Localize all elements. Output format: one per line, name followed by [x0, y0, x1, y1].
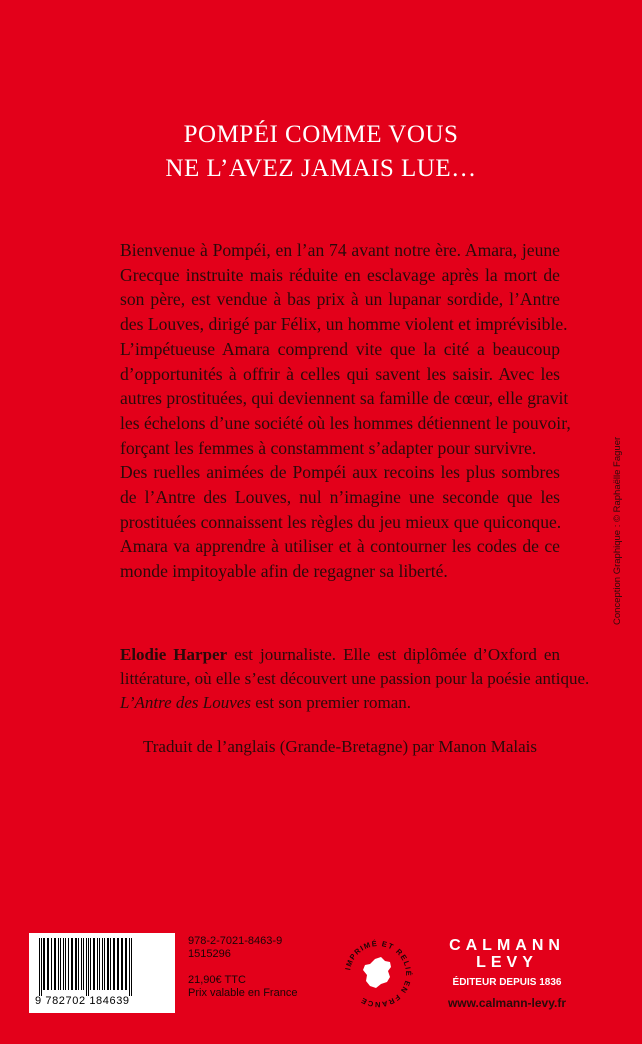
synopsis-line: Bienvenue à Pompéi, en l’an 74 avant notre ère. Amara, jeune [120, 240, 560, 260]
publisher-name-line-2: LEVY [476, 954, 538, 971]
isbn-info [188, 935, 297, 1000]
publisher-name-line-1: CALMANN [449, 937, 565, 954]
bio-line-1 [120, 643, 560, 667]
barcode-bar [71, 938, 73, 990]
barcode-bar [99, 938, 100, 990]
barcode-bar [43, 938, 45, 990]
publisher-url[interactable]: www.calmann-levy.fr [447, 996, 567, 1010]
made-in-france-stamp [341, 937, 415, 1011]
barcode-bar [102, 938, 103, 990]
synopsis-line: Grecque instruite mais réduite en esclavage après la mort de [120, 264, 560, 285]
barcode-bar [125, 938, 127, 990]
barcode-bars [35, 938, 171, 996]
barcode-bar [83, 938, 84, 990]
barcode-bar [51, 938, 52, 990]
bio-text: est journaliste. Elle est diplômée d’Oxford en [227, 645, 560, 664]
book-title: L’Antre des Louves [120, 693, 251, 712]
barcode-bar [88, 938, 89, 996]
bio-line-2: littérature, où elle s’est découvert une passion pour la poésie antique. [120, 669, 590, 688]
barcode-bar [54, 938, 56, 990]
synopsis-line: Amara va apprendre à utiliser et à contourner les codes de ce [120, 536, 560, 557]
author-bio [120, 643, 590, 715]
synopsis-line: autres prostituées, qui deviennent sa famille de cœur, elle gravit [120, 388, 569, 409]
barcode-bar [78, 938, 79, 990]
synopsis-line: de l’Antre des Louves, nul n’imagine une seconde que les [120, 487, 560, 508]
synopsis-line: les échelons d’une société où les hommes détiennent le pouvoir, [120, 412, 571, 433]
barcode-bar [65, 938, 66, 990]
isbn-code: 978-2-7021-8463-9 [188, 935, 283, 947]
barcode-bar [129, 938, 130, 996]
design-credit: Conception Graphique : © Raphaëlle Faguer [612, 436, 623, 625]
back-cover-tagline [0, 118, 642, 186]
barcode-bar [63, 938, 64, 990]
synopsis-line: son père, est vendue à bas prix à un lupanar sordide, l’Antre [120, 289, 560, 310]
synopsis-line: prostituées connaissent les règles du jeu mieux que quiconque. [120, 511, 562, 532]
barcode-bar [81, 938, 82, 990]
barcode-bar [93, 938, 95, 990]
synopsis-line: Des ruelles animées de Pompéi aux recoins les plus sombres [120, 462, 560, 483]
tagline-line-1: POMPÉI COMME VOUS [183, 121, 459, 148]
bio-line-3 [120, 691, 560, 715]
synopsis-line: forçant les femmes à constamment s’adapter pour survivre. [120, 437, 537, 458]
barcode-bar [113, 938, 115, 990]
barcode-number: 9 782702 184639 [35, 995, 130, 1007]
barcode-bar [104, 938, 105, 990]
barcode-bar [41, 938, 42, 996]
synopsis-line: d’opportunités à offrir à celles qui savent les saisir. Avec les [120, 363, 560, 384]
translator-credit: Traduit de l’anglais (Grande-Bretagne) par Manon Malais [142, 737, 538, 756]
barcode-bar [107, 938, 109, 990]
france-map-icon [363, 957, 391, 988]
barcode-bar [97, 938, 98, 990]
barcode-bar [131, 938, 132, 996]
author-name: Elodie Harper [120, 645, 228, 664]
synopsis [120, 238, 571, 584]
tagline-line-2: NE L’AVEZ JAMAIS LUE… [165, 155, 477, 182]
price: 21,90€ TTC [188, 974, 246, 986]
barcode-bar [110, 938, 111, 990]
barcode-bar [58, 938, 59, 990]
bio-text: est son premier roman. [250, 693, 411, 712]
synopsis-line: des Louves, dirigé par Félix, un homme violent et imprévisible. [120, 314, 568, 335]
stamp-text: IMPRIMÉ ET RELIÉ EN FRANCE [343, 938, 414, 1010]
publisher-tagline: ÉDITEUR DEPUIS 1836 [452, 977, 562, 988]
barcode-bar [117, 938, 119, 990]
barcode-bar [60, 938, 61, 990]
barcode-bar [75, 938, 77, 990]
barcode-bar [68, 938, 69, 990]
barcode-bar [47, 938, 49, 990]
price-validity: Prix valable en France [188, 987, 298, 999]
publisher-logo [437, 937, 577, 1010]
synopsis-line: L’impétueuse Amara comprend vite que la cité a beaucoup [120, 338, 560, 359]
product-ref: 1515296 [188, 948, 231, 960]
barcode-bar [90, 938, 91, 990]
barcode-bar [86, 938, 87, 996]
synopsis-line: monde impitoyable afin de regagner sa liberté. [120, 561, 448, 582]
barcode-bar [121, 938, 123, 990]
barcode [29, 933, 175, 1013]
barcode-bar [39, 938, 40, 996]
